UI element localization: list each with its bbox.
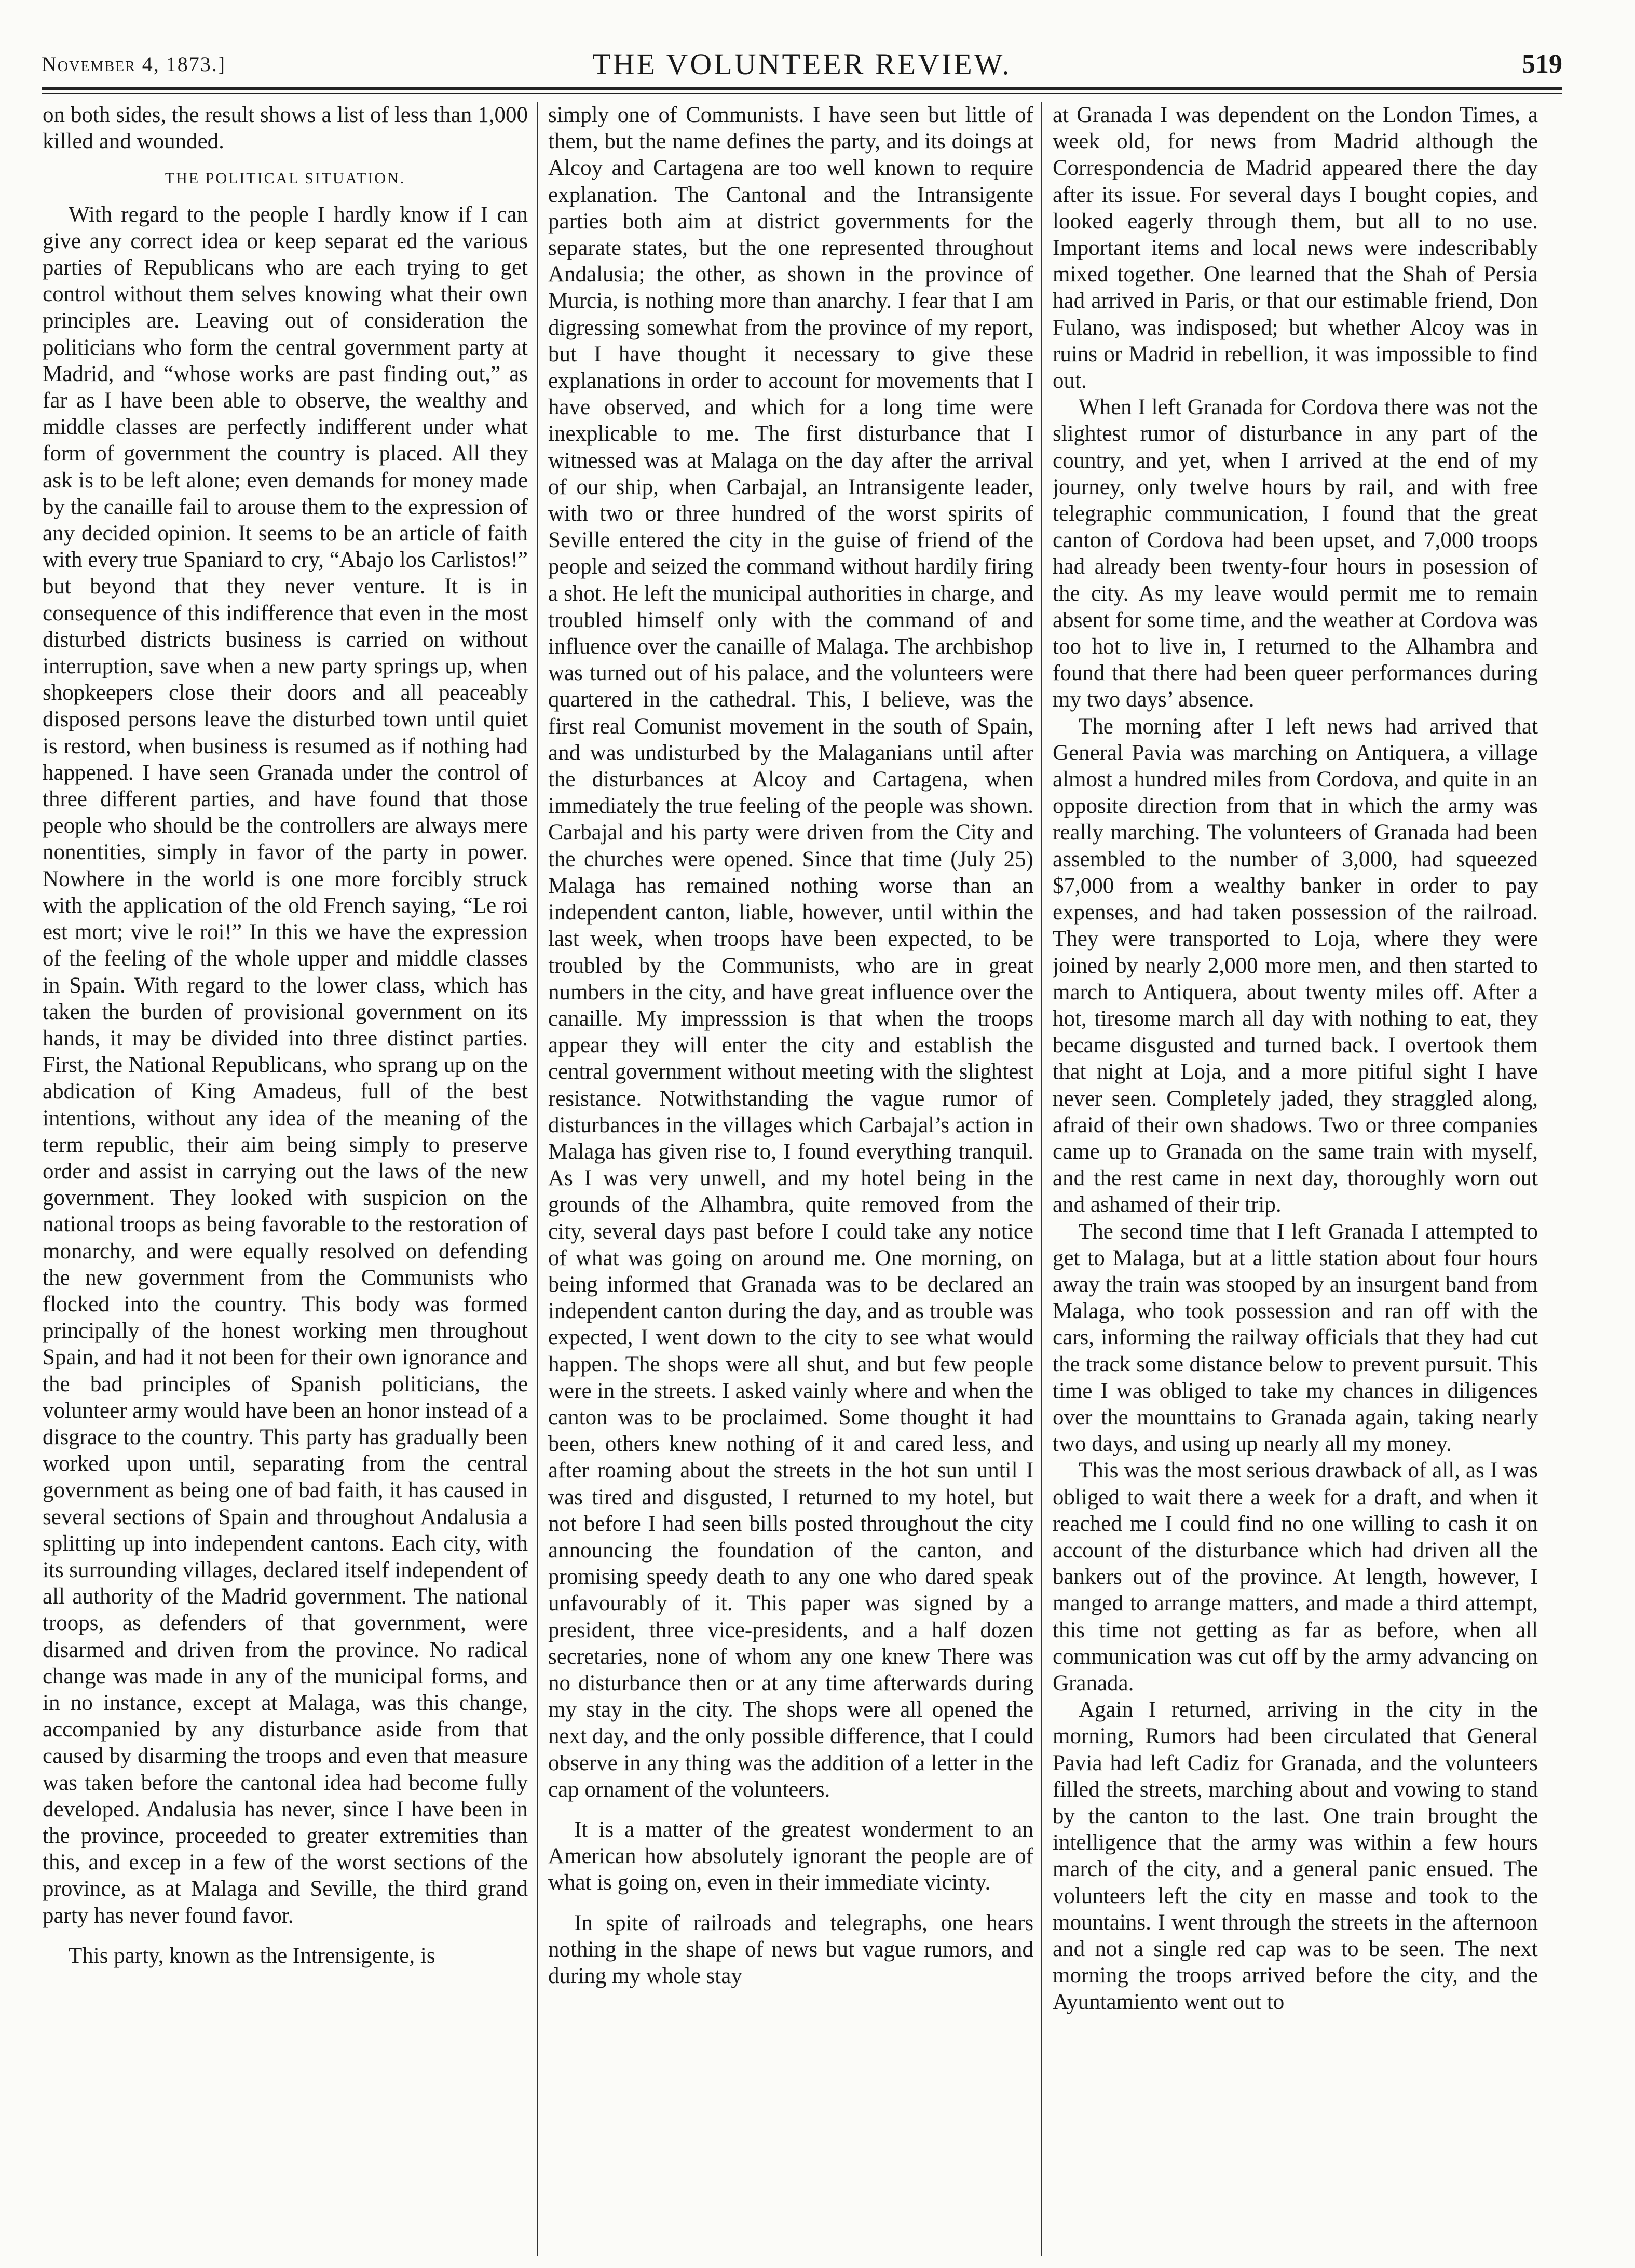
column-divider	[537, 102, 538, 2256]
section-heading: THE POLITICAL SITUATION.	[165, 170, 406, 187]
text-column-2	[548, 102, 1033, 2256]
header-rule	[42, 87, 1562, 90]
paragraph: on both sides, the result shows a list of less than 1,000 killed and wounded.	[43, 103, 528, 154]
paragraph: simply one of Communists. I have seen but little of them, but the name defines the party, and its doings at Alcoy and Cartagena are too well known to require explanation. The Cantonal and the Intransigente parties both aim at district governments for the separate states, but the one represented throughout Andalusia; the other, as shown in the province of Murcia, is nothing more than anarchy. I fear that I am digressing somewhat from the province of my report, but I have thought it necessary to give these explanations in order to account for movements that I have observed, and which for a long time were inexplicable to me. The first disturbance that I witnessed was at Malaga on the day after the arrival of our ship, when Carbajal, an Intransigente leader, with two or three hundred of the worst spirits of Seville entered the city in the guise of friend of the people and seized the command without hardily firing a shot. He left the municipal authorities in charge, and troubled himself only with the command of and influence over the canaille of Malaga. The archbishop was turned out of his palace, and the volunteers were quartered in the cathedral. This, I believe, was the first real Comunist movement in the south of Spain, and was undisturbed by the Malaganians until after the disturbances at Alcoy and Cartagena, when immediately the true feeling of the people was shown. Carbajal and his party were driven from the City and the churches were opened. Since that time (July 25) Malaga has remained nothing worse than an independent canton, liable, however, until within the last week, when troops have been expected, to be troubled by the Communists, who are in great numbers in the city, and have great influence over the canaille. My impresssion is that when the troops appear they will enter the city and establish the central government without meeting with the slightest resistance. Notwithstanding the vague rumor of disturbances in the villages which Carbajal’s action in Malaga has given rise to, I found everything tranquil. As I was very unwell, and my hotel being in the grounds of the Alhambra, quite removed from the city, several days past before I could take any notice of what was going on around me. One morning, on being informed that Granada was to be declared an independent canton during the day, and as trouble was expected, I went down to the city to see what would happen. The shops were all shut, and but few people were in the streets. I asked vainly where and when the canton was to be proclaimed. Some thought it had been, others knew nothing of it and cared less, and after roaming about the streets in the hot sun until I was tired and disgusted, I returned to my hotel, but not before I had seen bills posted throughout the city announcing the foundation of the canton, and promising speedy death to any one who dared speak unfavourably of it. This paper was signed by a president, three vice-presidents, and a half dozen secretaries, none of whom any one knew There was no disturbance then or at any time afterwards during my stay in the city. The shops were all opened the next day, and the only possible difference, that I could observe in any thing was the addition of a letter in the cap ornament of the volunteers.	[548, 103, 1033, 1802]
header-rule-thin	[42, 93, 1562, 94]
paragraph: This was the most serious drawback of all, as I was obliged to wait there a week for a draft, and when it reached me I could find no one willing to cash it on account of the disturbance which had driven all the bankers out of the province. At length, however, I manged to arrange matters, and made a third attempt, this time not getting as far as before, when all communication was cut off by the army advancing on Granada.	[1053, 1458, 1538, 1695]
paragraph: With regard to the people I hardly know if I can give any correct idea or keep separat ed the various parties of Republicans who are each trying to get control without them selves knowing what their own principles are. Leaving out of consideration the politicians who form the central government party at Madrid, and “whose works are past finding out,” as far as I have been able to observe, the wealthy and middle classes are perfectly indifferent under what form of government the country is placed. All they ask is to be left alone; even demands for money made by the canaille fail to arouse them to the expression of any decided opinion. It seems to be an article of faith with every true Spaniard to cry, “Abajo los Carlistos!” but beyond that they never venture. It is in consequence of this indifference that even in the most disturbed districts business is carried on without interruption, save when a new party springs up, when shopkeepers close their doors and all peaceably disposed persons leave the disturbed town until quiet is restord, when business is resumed as if nothing had happened. I have seen Granada under the control of three different parties, and have found that those people who should be the controllers are always mere nonentities, simply in favor of the party in power. Nowhere in the world is one more forcibly struck with the application of the old French saying, “Le roi est mort; vive le roi!” In this we have the expression of the feeling of the whole upper and middle classes in Spain. With regard to the lower class, which has taken the burden of provisional government on its hands, it may be divided into three distinct parties. First, the National Republicans, who sprang up on the abdication of King Amadeus, full of the best intentions, without any idea of the meaning of the term republic, their aim being simply to preserve order and assist in carrying out the laws of the new government. They looked with suspicion on the national troops as being favorable to the restoration of monarchy, and were equally resolved on defending the new government from the Communists who flocked into the country. This body was formed principally of the honest working men throughout Spain, and had it not been for their own ignorance and the bad principles of Spanish politicians, the volunteer army would have been an honor instead of a disgrace to the country. This party has gradually been worked upon until, separating from the central government as being one of bad faith, it has caused in several sections of Spain and throughout Andalusia a splitting up into independent cantons. Each city, with its surrounding villages, declared itself independent of all authority of the Madrid government. The national troops, as defenders of that government, were disarmed and driven from the province. No radical change was made in any of the municipal forms, and in no instance, except at Malaga, was this change, accompanied by any disturbance aside from that caused by disarming the troops and even that measure was taken before the cantonal idea had become fully developed. Andalusia has never, since I have been in the province, proceeded to greater extremities than this, and excep in a few of the worst sections of the province, as at Malaga and Seville, the third grand party has never found favor.	[43, 202, 528, 1928]
paragraph: at Granada I was dependent on the London Times, a week old, for news from Madrid although the Correspondencia de Madrid appeared there the day after its issue. For several days I bought copies, and looked eagerly through them, but all to no use. Important items and local news were indescribably mixed together. One learned that the Shah of Persia had arrived in Paris, or that our estimable friend, Don Fulano, was indisposed; but whether Alcoy was in ruins or Madrid in rebellion, it was impossible to find out.	[1053, 103, 1538, 393]
column-divider	[1041, 102, 1042, 2256]
paragraph: The second time that I left Granada I attempted to get to Malaga, but at a little station about four hours away the train was stooped by an insurgent band from Malaga, who took possession and ran off with the cars, informing the railway officials that they had cut the track some distance below to prevent pursuit. This time I was obliged to take my chances in diligences over the mounttains to Granada again, taking nearly two days, and using up nearly all my money.	[1053, 1219, 1538, 1457]
publication-title: THE VOLUNTEER REVIEW.	[592, 47, 1012, 81]
issue-date: November 4, 1873.]	[42, 52, 226, 76]
masthead	[42, 37, 1562, 94]
paragraph: This party, known as the Intrensigente, is	[69, 1943, 435, 1968]
text-column-3	[1053, 102, 1538, 2256]
paragraph: The morning after I left news had arrived that General Pavia was marching on Antiquera, a village almost a hundred miles from Cordova, and quite in an opposite direction from that in which the army was really marching. The volunteers of Granada had been assembled to the number of 3,000, had squeezed $7,000 from a wealthy banker in order to pay expenses, and had taken possession of the railroad. They were transported to Loja, where they were joined by nearly 2,000 more men, and then started to march to Antiquera, about twenty miles off. After a hot, tiresome march all day with nothing to eat, they became disgusted and turned back. I overtook them that night at Loja, and a more pitiful sight I have never seen. Completely jaded, they straggled along, afraid of their own shadows. Two or three companies came up to Granada on the same train with myself, and the rest came in next day, thoroughly worn out and ashamed of their trip.	[1053, 714, 1538, 1217]
page-number: 519	[1522, 49, 1562, 79]
paragraph: Again I returned, arriving in the city in the morning, Rumors had been circulated that General Pavia had left Cadiz for Granada, and the volunteers filled the streets, marching about and vowing to stand by the canton to the last. One train brought the intelligence that the army was within a few hours march of the city, and a general panic ensued. The volunteers left the city en masse and took to the mountains. I went through the streets in the afternoon and not a single red cap was to be seen. The next morning the troops arrived before the city, and the Ayuntamiento went out to	[1053, 1697, 1538, 2015]
paragraph: When I left Granada for Cordova there was not the slightest rumor of disturbance in any part of the country, and yet, when I arrived at the end of my journey, only twelve hours by rail, and with free telegraphic communication, I found that the great canton of Cordova had been upset, and 7,000 troops had already been twenty-four hours in posession of the city. As my leave would permit me to remain absent for some time, and the weather at Cordova was too hot to live in, I returned to the Alhambra and found that there had been queer performances during my two days’ absence.	[1053, 395, 1538, 712]
paragraph: It is a matter of the greatest wonderment to an American how absolutely ignorant the people are of what is going on, even in their immediate vicinty.	[548, 1817, 1033, 1895]
paragraph: In spite of railroads and telegraphs, one hears nothing in the shape of news but vague rumors, and during my whole stay	[548, 1910, 1033, 1989]
text-column-1	[43, 102, 528, 2256]
